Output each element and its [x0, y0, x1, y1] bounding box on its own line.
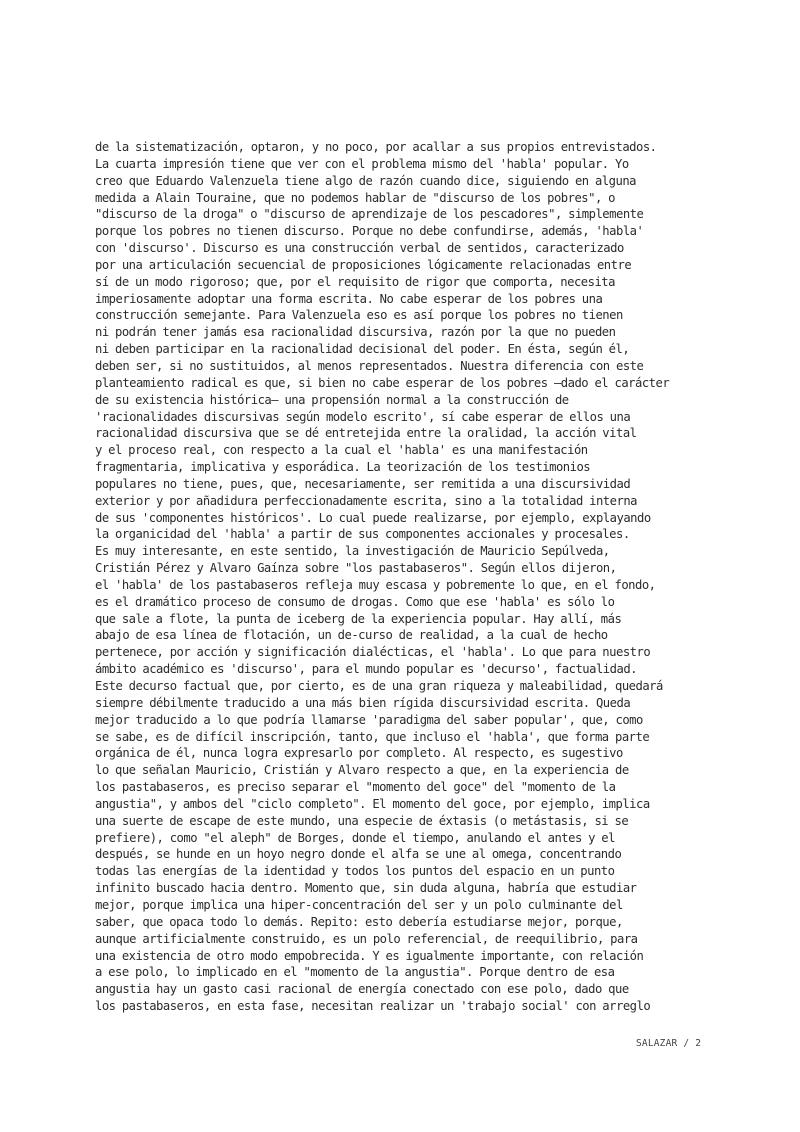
text-line: exterior y por añadidura perfeccionadamente escrita, sino a la totalidad interna: [95, 493, 637, 508]
text-line: el 'habla' de los pastabaseros refleja muy escasa y pobremente lo que, en el fondo,: [95, 577, 656, 592]
text-line: pertenece, por acción y significación dialécticas, el 'habla'. Lo que para nuestro: [95, 645, 651, 660]
text-line: ni podrán tener jamás esa racionalidad discursiva, razón por la que no pueden: [95, 325, 616, 340]
text-line: mejor, porque implica una hiper-concentración del ser y un polo culminante del: [95, 897, 623, 912]
text-line: es el dramático proceso de consumo de drogas. Como que ese 'habla' es sólo lo: [95, 594, 615, 609]
text-line: medida a Alain Touraine, que no podemos hablar de "discurso de los pobres", o: [95, 190, 615, 205]
text-line: deben ser, si no sustituidos, al menos representados. Nuestra diferencia con este: [95, 358, 644, 373]
text-line: prefiere), como "el aleph" de Borges, donde el tiempo, anulando el antes y el: [95, 830, 615, 845]
text-line: ni deben participar en la racionalidad decisional del poder. En ésta, según él,: [95, 342, 630, 357]
text-line: de la sistematización, optaron, y no poco, por acallar a sus propios entrevistados.: [95, 140, 657, 154]
text-line: con 'discurso'. Discurso es una construcción verbal de sentidos, caracterizado: [95, 241, 624, 256]
text-line: orgánica de él, nunca logra expresarlo por completo. Al respecto, es sugestivo: [95, 746, 623, 761]
text-line: racionalidad discursiva que se dé entretejida entre la oralidad, la acción vital: [95, 426, 637, 441]
text-line: ámbito académico es 'discurso', para el mundo popular es 'decurso', factualidad.: [95, 662, 637, 677]
text-line: que sale a flote, la punta de iceberg de la experiencia popular. Hay allí, más: [95, 611, 622, 626]
text-line: Este decurso factual que, por cierto, es de una gran riqueza y maleabilidad, quedará: [95, 679, 663, 693]
text-line: de su existencia histórica— una propensión normal a la construcción de: [95, 392, 569, 407]
page-footer: SALAZAR / 2: [636, 1038, 702, 1049]
text-line: mejor traducido a lo que podría llamarse 'paradigma del saber popular', que, como: [95, 712, 643, 727]
text-line: todas las energías de la identidad y todos los puntos del espacio en un punto: [95, 864, 615, 879]
text-line: a ese polo, lo implicado en el "momento de la angustia". Porque dentro de esa: [95, 965, 615, 980]
text-line: Cristián Pérez y Alvaro Gaínza sobre "los pastabaseros". Según ellos dijeron,: [95, 561, 617, 576]
text-line: los pastabaseros, en esta fase, necesitan realizar un 'trabajo social' con arreglo: [95, 999, 651, 1014]
text-line: siempre débilmente traducido a una más bien rígida discursividad escrita. Queda: [95, 695, 631, 710]
text-line: angustia hay un gasto casi racional de energía conectado con ese polo, dado que: [95, 982, 629, 997]
text-line: se sabe, es de difícil inscripción, tanto, que incluso el 'habla', que forma parte: [95, 729, 650, 744]
text-line: infinito buscado hacia dentro. Momento que, sin duda alguna, habría que estudiar: [95, 881, 637, 896]
text-line: fragmentaria, implicativa y esporádica. La teorización de los testimonios: [95, 460, 591, 475]
text-line: de sus 'componentes históricos'. Lo cual puede realizarse, por ejemplo, explayando: [95, 510, 651, 525]
text-line: "discurso de la droga" o "discurso de aprendizaje de los pescadores", simplemente: [95, 207, 644, 222]
text-line: la organicidad del 'habla' a partir de sus componentes accionales y procesales.: [95, 527, 630, 542]
text-line: saber, que opaca todo lo demás. Repito: esto debería estudiarse mejor, porque,: [95, 914, 623, 929]
text-line: abajo de esa línea de flotación, un de-curso de realidad, a la cual de hecho: [95, 628, 608, 643]
body-text: [95, 139, 715, 1015]
text-line: por una articulación secuencial de proposiciones lógicamente relacionadas entre: [95, 257, 632, 272]
text-line: Es muy interesante, en este sentido, la investigación de Mauricio Sepúlveda,: [95, 544, 610, 559]
text-line: La cuarta impresión tiene que ver con el problema mismo del 'habla' popular. Yo: [95, 156, 629, 171]
text-line: angustia", y ambos del "ciclo completo". El momento del goce, por ejemplo, implica: [95, 796, 650, 811]
text-line: creo que Eduardo Valenzuela tiene algo de razón cuando dice, siguiendo en alguna: [95, 173, 636, 188]
text-line: una existencia de otro modo empobrecida. Y es igualmente importante, con relación: [95, 948, 644, 963]
text-line: una suerte de escape de este mundo, una especie de éxtasis (o metástasis, si se: [95, 813, 629, 828]
text-line: construcción semejante. Para Valenzuela eso es así porque los pobres no tienen: [95, 308, 623, 323]
text-line: lo que señalan Mauricio, Cristián y Alvaro respecto a que, en la experiencia de: [95, 763, 629, 778]
text-line: aunque artificialmente construido, es un polo referencial, de reequilibrio, para: [95, 931, 638, 946]
text-line: porque los pobres no tienen discurso. Porque no debe confundirse, además, 'habla': [95, 224, 644, 239]
text-line: después, se hunde en un hoyo negro donde el alfa se une al omega, concentrando: [95, 847, 622, 862]
text-line: planteamiento radical es que, si bien no cabe esperar de los pobres —dado el carácter: [95, 375, 670, 390]
text-line: 'racionalidades discursivas según modelo escrito', sí cabe esperar de ellos una: [95, 409, 631, 424]
text-line: y el proceso real, con respecto a la cual el 'habla' es una manifestación: [95, 443, 588, 458]
text-line: imperiosamente adoptar una forma escrita. No cabe esperar de los pobres una: [95, 291, 603, 306]
text-line: sí de un modo rigoroso; que, por el requisito de rigor que comporta, necesita: [95, 274, 615, 289]
text-line: populares no tiene, pues, que, necesariamente, ser remitida a una discursividad: [95, 476, 631, 491]
text-line: los pastabaseros, es preciso separar el "momento del goce" del "momento de la: [95, 780, 616, 795]
